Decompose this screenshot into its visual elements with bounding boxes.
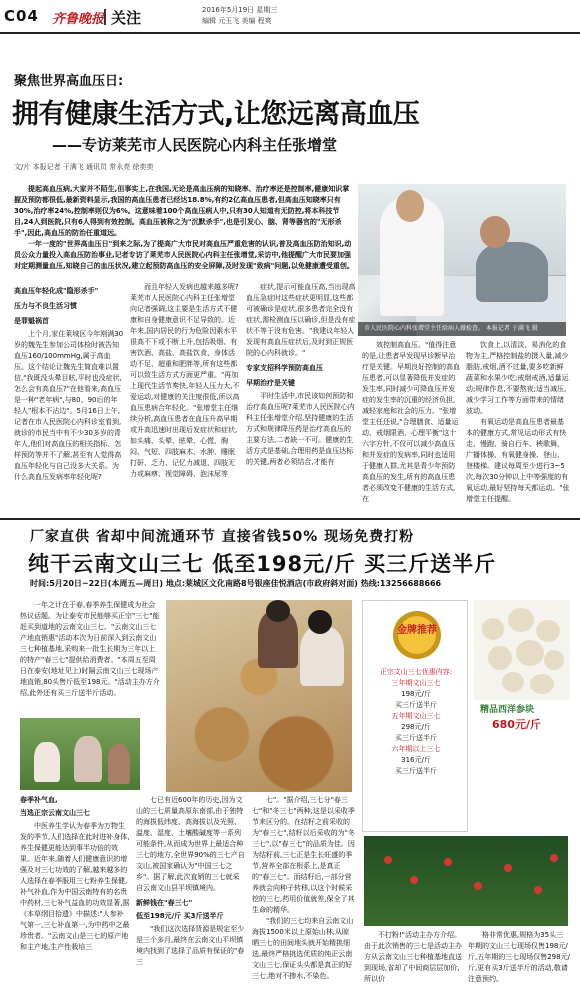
lead-paragraph: 提起高血压病,大家并不陌生,但事实上,在我国,无论是高血压病的知晓率、治疗率还是控制率,健康知识掌握及预防都很低,最新资料显示,我国的高血压患者已经达18.8%,有约2亿高血压患者,但高血压知晓率只有30%,治疗率24%,控制率则仅为6%。这意味着100个高血压病人中,只有30人知道有无防控,将本科技节目,24人到医院,只有6人得到有效控制。高血压被称之为"沉默杀手",也是引发心、脑、肾等器官的"无形杀手",因此,高血压的防治任重道远。 (14, 185, 350, 237)
byline: 文/片 本报记者 于满飞 通讯员 常永亮 徐奕奕 (14, 163, 154, 171)
column-text: 饮食上,以清淡、易消化的食物为主,严格控制盐的摄入量,减少脂肪,戒烟,酒不过量,要多吃新鲜蔬菜和水果少吃;戒烟戒酒,适量运动;规律作息,不要熬夜;适当减压,减少学习工作等方面带来的情绪波动。 (466, 341, 569, 415)
ad-intro (20, 600, 160, 699)
ad-heading: 新鲜钱在"春三七" (136, 899, 193, 907)
ad-event-info: 时间:5月20日~22日(本周五—周日) 地点:莱城区文化南路8号银座佳悦酒店(市政府斜对面) 热线:13256688666 (30, 579, 442, 588)
doctor-patient-photo (358, 184, 566, 336)
promo-item: 三年期文山三七 (391, 679, 441, 687)
article-column-2 (130, 282, 240, 480)
lead-paragraphs (14, 184, 354, 272)
newspaper-logo: 齐鲁晚报 (52, 12, 105, 27)
column-text: 上个月,家住莱城区今年刚满30岁的魏先生参加公司体检时被告知血压160/100mmHg,属于高血压。这个结论让魏先生简直难以置信,"我既没头晕目眩,平时也没症状,怎么会有高血压?"在他看来,高血压是一种"老年病",与80、90后的年轻人"根本不沾边"。5月16日上午,记者在市人民医院心内科诊室看到,就诊的市民当中有不少30多岁的青年人,他们对高血压的相关指标、怎样预防等并不了解,甚至有人觉得高血压年轻化与自己没多大关系。为什么高血压发病率年轻化呢? (14, 330, 124, 481)
promo-item: 买三斤送半斤 (395, 701, 437, 709)
section-divider (0, 518, 580, 520)
ad-intro-text: 一年之计在于春,春季养生保健成为社会热议话题。为让泰安市民能够买正宗"三七"能赶买到道地的云南文山三七。"云南文山三七产地直销惠"活动本次为日前深入到云南文山三七种植基地,采购来一批生长期为三年以上的特产"春三七"提供给消费者。"本周五至周日在泰安(地址见上)时隔云南文山三七现场产地直销,80头售斤低至198元。"活动主办方介绍,此外还有买三斤送半斤活动。 (20, 601, 160, 697)
ad-column-5 (468, 930, 570, 985)
article-column-1 (14, 282, 124, 483)
lead-paragraph: 一年一度的"世界高血压日"到来之际,为了提高广大市民对高血压严重危害的认识,普及高血压防治知识,动员公众力量投入高血压防治事业,记者专访了莱芜市人民医院心内科主任张增堂,采访中,他提醒广大市民要加强对定期测量血压,知晓自己的血压状况,建立起预防高血压的安全屏障,及时发现"致病"问题,以免健康遭受重创。 (14, 240, 354, 270)
sanqi-plants-photo (364, 836, 568, 926)
photo-caption: 市人民医院心内科张增堂主任给病人做检查。 本报记者 于满飞 摄 (358, 322, 566, 336)
sanqi-market-photo (166, 600, 352, 792)
ad-text: 格非常优惠,规格为35头三年期的文山三七现场仅售198元/斤,五年期的三七现场仅售298元/斤,更有买3斤送半斤的活动,敬请注意预约。 (468, 931, 570, 983)
promo-item: 六年期以上三七 (391, 745, 441, 753)
column-heading: 高血压年轻化成"隐形杀手" (14, 287, 99, 295)
ad-text: 七已有近600年的历史,因为文山的三七质量高原东南部,由于独特的海拔低纬度、高海拔以及光照、温度、湿度、土壤酸碱度等一系列可能条件,从而成为世界上最适合种三七的地方,全世界90%的三七产自文山,被国家确认为"中国三七之乡"。据了解,此次直销的三七就采自云南文山县平坝镇境内。 (136, 796, 245, 892)
column-heading: 压力与不良生活习惯 (14, 302, 77, 310)
ad-column-4 (364, 930, 462, 985)
ginseng-photo (474, 600, 570, 700)
ad-text: 中医养生学认为春季为万物生发的季节,人们选择在此时进补身体,养生保健更能达到事半功倍的效果。近年来,随着人们健康意识的增强及对三七功效的了解,越来越多的人选择在春季服用三七粉养生保健,补气补血,作为中国云南特有的名贵中药材,三七补气益血的功效显著,据《本草纲目拾遗》中描述:"人参补气第一,三七补血第一,为中药中之最珍贵者。"云南文山是三七的原产地和主产地,生产性栽培三 (20, 822, 130, 951)
badge-text: 金牌推荐 (397, 625, 437, 636)
promo-box (362, 600, 468, 832)
promo-item: 316元/斤 (401, 756, 431, 764)
ad-text: "我们这次选择货源是规定至少是三个多月,最终在云南文山平坝镇境内找到了选择了品质有保证的"春三 (136, 925, 245, 966)
article-column-3 (246, 282, 356, 468)
promo-item: 五年期文山三七 (391, 712, 441, 720)
promo-item: 198元/斤 (401, 690, 431, 698)
kicker: 聚焦世界高血压日: (14, 74, 124, 89)
ad-title: 纯干云南文山三七 低至198元/斤 买三斤送半斤 (28, 552, 497, 576)
column-text: 效控制高血压。"值得注意的是,让患者早发现早诊断早治疗是关键。早期良好控制的高血压患者,可以显著降低并发症的发生率,同时减少可降血压并发症的发生率的沉重的经济负担,减轻家庭和社会的压力。"张增堂主任还说,"合理膳食、适量运动、戒烟限酒、心理平衡"这十六字方针,不仅可以减少高血压和并发症的发病率,同时也适用于健康人群,尤其是青少年预防高血压的发生,所有的高血压患者必须改变不健康的生活方式,在 (362, 341, 460, 503)
ad-text: 七"。"据介绍,三七分"春三七"和"冬三七"两种,这是以采收季节来区分的。在结籽之前采收的为"春三七",结籽以后采收的为"冬三七",以"春三七"的品质为佳。因为结籽前,三七正是生长旺盛的季节,营养全部在根系上,是真正的"春三七"。而结籽后,一部分营养就会向种子转移,以这个时候采挖的三七,药用价值就差,保全了其生命的精华。 (252, 796, 355, 914)
ad-column-1 (20, 795, 130, 953)
ad-heading: 春季补气血, (20, 796, 58, 804)
column-text: 而且年轻人发病也越来越多呢?莱芜市人民医院心内科主任张增堂向记者强调,这主要是生活方式不健康和自身健康意识不足导致的。近年来,国内居民的行为危险因素水平很高不下或不断上升,包括吸烟、有害饮酒、高盐、高盐饮食、身体活动不足、超重和肥胖等,所有这些都可以致生活方式方面更严重。"再加上现代生活节奏快,年轻人压力大,不爱运动,对健康的关注度很低,所以高血压患病合年轻化。"张增堂主任继续分析,高血压患者在血压升高早期或升高迅速时出现后发症状和症状,如头痛、头晕、眩晕、心慌、胸闷、气短、四肢麻木、水肿、睡眠打鼾、乏力、记忆力减退、四肢无力或麻痹、视觉障碍、泡沫尿等 (130, 283, 240, 478)
column-text: 有氧运动是高血压患者最基本的健康方式,常见运动形式有快走、慢跑、骑自行车、秧歌舞、广播体操、有氧健身操、登山、登楼梯。建议每周至少进行3~5次,每次30分钟以上中等强度的有氧运动,最好坚持每天都运动。"张增堂主任提醒。 (466, 418, 570, 503)
headline: 拥有健康生活方式,让您远离高血压 (12, 99, 420, 130)
ad-tagline: 厂家直供 省却中间流通环节 直接省钱50% 现场免费打粉 (30, 529, 415, 545)
promo-item: 298元/斤 (401, 723, 431, 731)
article-column-5 (466, 340, 570, 505)
column-text: 症状,提示可能血压高,当出现高血压急症时这些症状更明显,这些都可被确诊是症状,很多患者完全没有症状,需检测血压以确诊,但是没有症状不等于没有危害。"我建议年轻人发现有高血压症状后,及时到正规医院的心内科就诊。" (246, 283, 356, 357)
column-heading: 是罪魁祸首 (14, 317, 49, 325)
column-text: 平时生活中,市民该如何预防和治疗高血压呢?莱芜市人民医院心内科主任张增堂介绍,坚持健康的生活方式和规律降压药是治疗高血压的主要方法,二者缺一不可。健康的生活方式是基础,合理用药是血压达标的关键,两者必须结合,才能有 (246, 392, 355, 466)
column-heading: 专家支招科学预防高血压 (246, 364, 323, 372)
page-header (0, 0, 580, 34)
date-line: 2016年5月19日 星期三 (202, 6, 278, 14)
ginseng-label: 精品西洋参块 (480, 705, 535, 715)
ad-column-2 (136, 795, 246, 968)
ad-text: 不打粉!"活动主办方介绍。由于此次销售的三七是活动主办方从云南文山三七种植基地直送到现场,省却了中间商层层加价,所以价 (364, 931, 462, 983)
article-column-4 (362, 340, 460, 505)
promo-item: 买三斤送半斤 (395, 767, 437, 775)
ad-heading: 当选正宗云南文山三七 (20, 809, 90, 817)
ginseng-price: 680元/斤 (492, 718, 541, 731)
editors-line: 编辑 元玉飞 美编 程爽 (202, 17, 272, 25)
gold-badge-icon (393, 611, 441, 659)
divider (104, 9, 106, 25)
page-number: C04 (4, 7, 39, 25)
subheadline: ——专访莱芜市人民医院心内科主任张增堂 (52, 136, 338, 154)
field-workers-photo (20, 718, 140, 790)
ad-text: "我们的三七均来自云南文山海拔1500米以上原始山林,从晾晒三七的田间地头就开始精挑细选,最终严格挑选优质的纯正云南文山三七,保证头头都是真正的好三七,绝对不掺水,不染色。 (252, 917, 354, 980)
column-heading: 早期治疗是关键 (246, 379, 295, 387)
promo-item: 买三斤送半斤 (395, 734, 437, 742)
promo-list (367, 667, 465, 777)
ad-heading: 低至198元/斤 买3斤送半斤 (136, 912, 224, 920)
promo-title: 正宗文山三七优惠内容: (379, 668, 453, 676)
ad-column-3 (252, 795, 356, 982)
section-name: 关注 (111, 9, 142, 27)
